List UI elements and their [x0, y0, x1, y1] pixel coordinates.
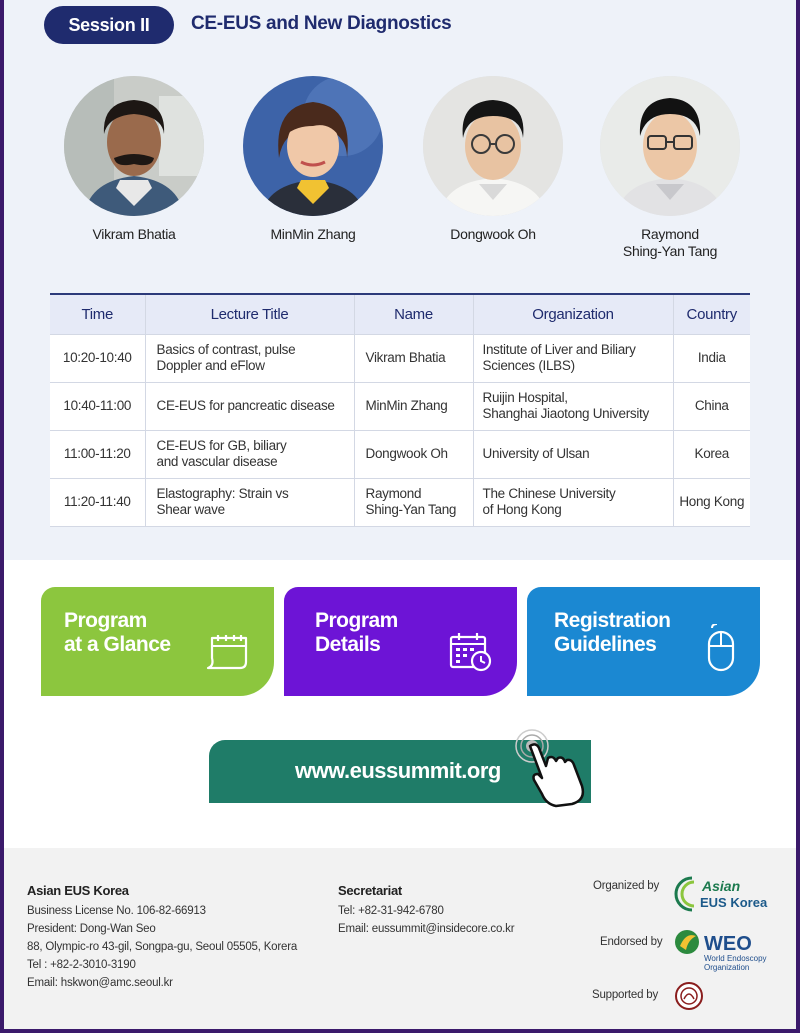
- speaker-name: Vikram Bhatia: [92, 226, 176, 242]
- speaker-name: Raymond Shing-Yan Tang: [622, 226, 718, 259]
- speaker-card: [223, 76, 403, 243]
- mouse-icon: [706, 624, 736, 672]
- table-header-row: [50, 294, 750, 334]
- speaker-name: Dongwook Oh: [450, 226, 536, 242]
- asian-eus-korea-logo: [674, 874, 780, 914]
- cell-country: Hong Kong: [673, 478, 750, 526]
- cell-title: CE-EUS for GB, biliary and vascular disease: [145, 430, 354, 478]
- cell-country: India: [673, 334, 750, 382]
- program-at-a-glance-button[interactable]: Program at a Glance: [41, 587, 274, 696]
- cell-organization: University of Ulsan: [473, 430, 673, 478]
- speaker-photo: [600, 76, 740, 216]
- table-row: [50, 382, 750, 430]
- schedule-table: [50, 293, 750, 527]
- cell-time: 11:20-11:40: [50, 478, 145, 526]
- cell-organization: The Chinese University of Hong Kong: [473, 478, 673, 526]
- secretariat-title: Secretariat: [338, 883, 402, 898]
- header-lecture-title: Lecture Title: [145, 294, 354, 334]
- company-info: Asian EUS Korea Business License No. 106-82-66913 President: Dong-Wan Seo 88, Olympic-ro 43-gil, Songpa-gu, Seoul 05505, Korera Tel : +82-2-3010-3190 Email: hskwon@amc.seoul.kr: [27, 883, 298, 989]
- weo-logo: [674, 928, 780, 972]
- notepad-icon: [206, 634, 250, 672]
- organized-by-label: Organized by: [593, 880, 659, 892]
- svg-text:EUS Korea: EUS Korea: [700, 895, 768, 910]
- svg-text:World Endoscopy: World Endoscopy: [704, 954, 767, 963]
- svg-text:WEO: WEO: [704, 933, 752, 955]
- cell-name: Dongwook Oh: [354, 430, 473, 478]
- table-row: [50, 478, 750, 526]
- cell-country: Korea: [673, 430, 750, 478]
- calendar-clock-icon: [449, 632, 493, 672]
- pointer-hand-icon: [512, 728, 602, 808]
- header-organization: Organization: [473, 294, 673, 334]
- supported-by-label: Supported by: [592, 989, 659, 1001]
- speaker-photo: [423, 76, 563, 216]
- svg-text:Asian: Asian: [702, 878, 741, 894]
- cell-time: 10:20-10:40: [50, 334, 145, 382]
- program-details-button[interactable]: Program Details: [284, 587, 517, 696]
- session-badge: Session II: [44, 6, 174, 44]
- cell-time: 10:40-11:00: [50, 382, 145, 430]
- speaker-photo: [243, 76, 383, 216]
- website-url: www.eussummit.org: [295, 758, 501, 783]
- table-row: [50, 334, 750, 382]
- cell-time: 11:00-11:20: [50, 430, 145, 478]
- endorsed-by-label: Endorsed by: [600, 936, 663, 948]
- cell-title: CE-EUS for pancreatic disease: [145, 382, 354, 430]
- cell-name: MinMin Zhang: [354, 382, 473, 430]
- cell-title: Elastography: Strain vs Shear wave: [145, 478, 354, 526]
- speaker-name: MinMin Zhang: [270, 226, 356, 242]
- footer: [4, 848, 796, 1029]
- registration-guidelines-button[interactable]: Registration Guidelines: [527, 587, 760, 696]
- speaker-card: [44, 76, 224, 243]
- cell-organization: Ruijin Hospital, Shanghai Jiaotong University: [473, 382, 673, 430]
- table-row: [50, 430, 750, 478]
- speaker-photo: [64, 76, 204, 216]
- speaker-card: [580, 76, 760, 260]
- header-time: Time: [50, 294, 145, 334]
- company-name: Asian EUS Korea: [27, 883, 129, 898]
- secretariat-info: Secretariat Tel: +82-31-942-6780 Email: eussummit@insidecore.co.kr: [338, 883, 515, 935]
- svg-text:Organization: Organization: [704, 963, 750, 972]
- header-country: Country: [673, 294, 750, 334]
- cell-name: Raymond Shing-Yan Tang: [354, 478, 473, 526]
- page: [4, 0, 796, 1029]
- cell-title: Basics of contrast, pulse Doppler and eFlow: [145, 334, 354, 382]
- cell-name: Vikram Bhatia: [354, 334, 473, 382]
- cell-country: China: [673, 382, 750, 430]
- header-name: Name: [354, 294, 473, 334]
- session-title: CE-EUS and New Diagnostics: [191, 13, 452, 34]
- speaker-card: [403, 76, 583, 243]
- session-section: [4, 0, 796, 560]
- cell-organization: Institute of Liver and Biliary Sciences (ILBS): [473, 334, 673, 382]
- supporter-seal-logo: [674, 981, 704, 1011]
